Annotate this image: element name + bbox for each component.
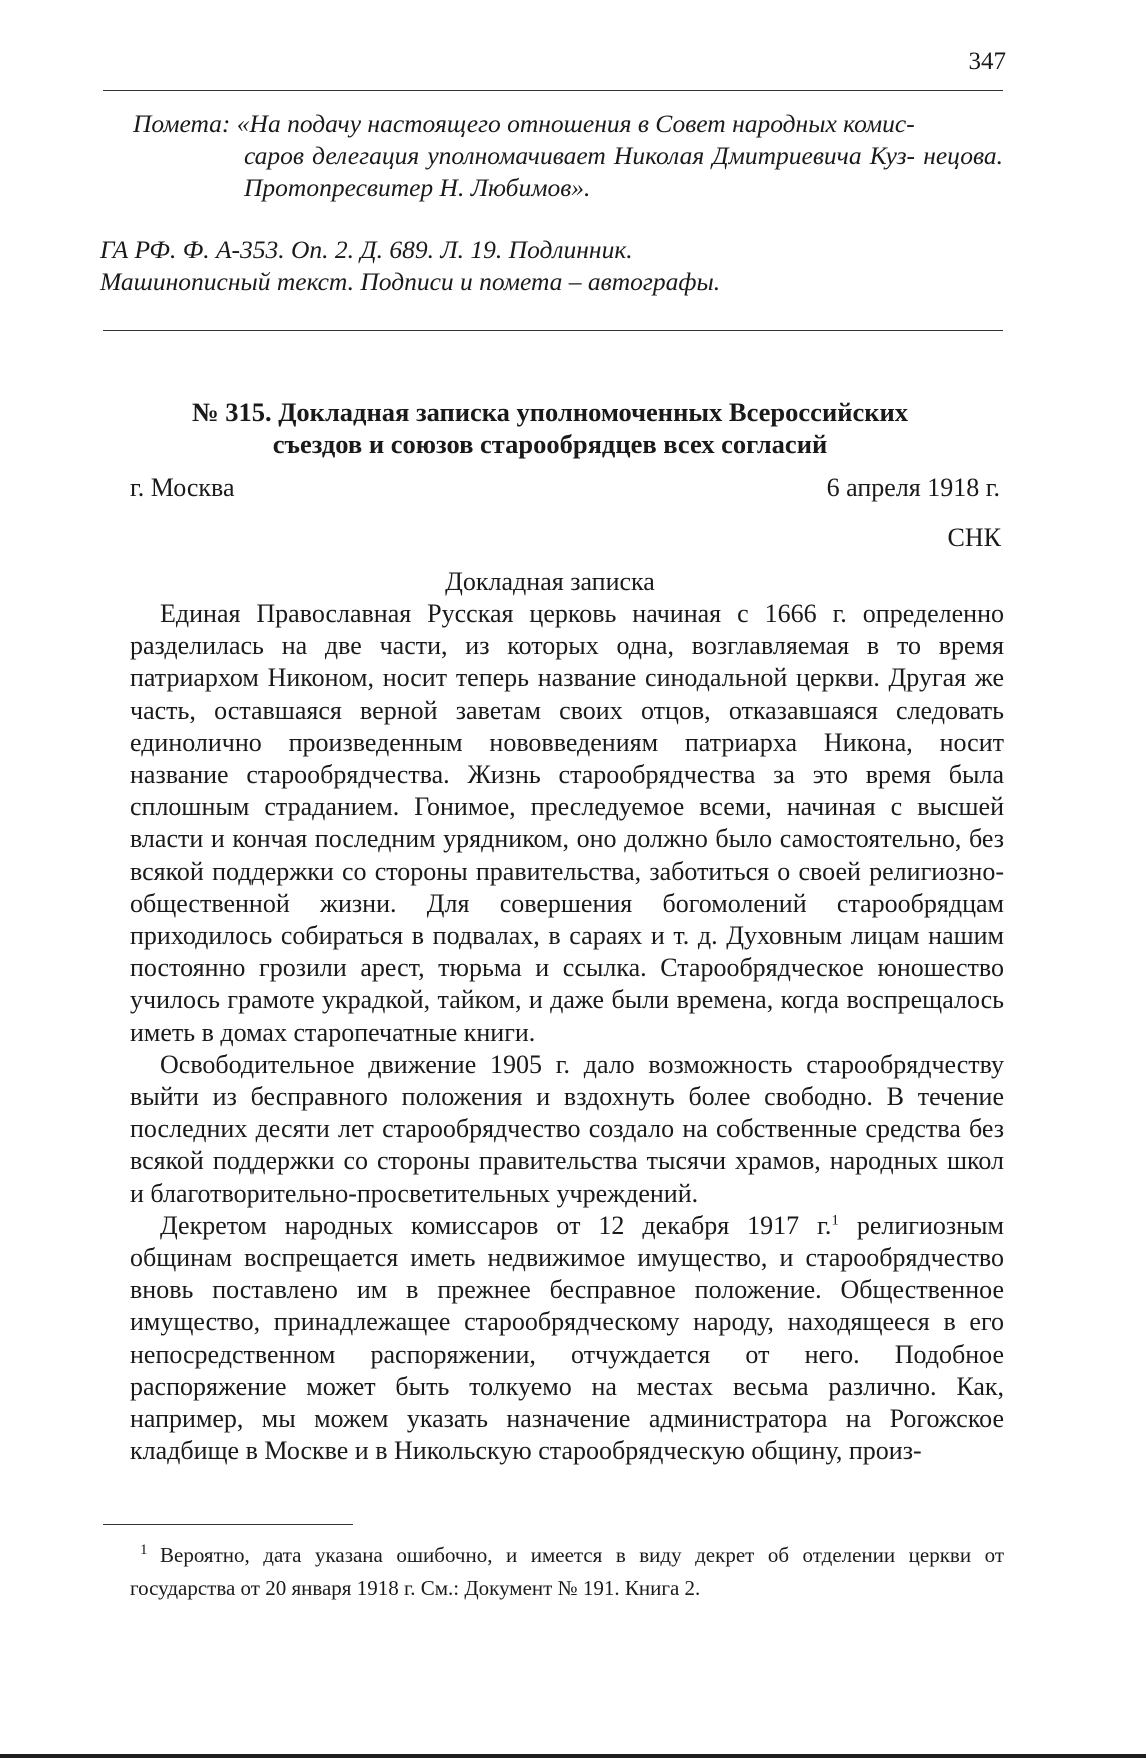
document-title (100, 396, 1000, 460)
footnote-mark: 1 (140, 1542, 148, 1558)
body-paragraph: Освободительное движение 1905 г. дало возможность старообрядчеству выйти из бесправного положения и вздохнуть более свободно. В течение последних десяти лет старообрядчество создало на собственные средства без всякой поддержки со стороны правительства тысячи храмов, народных школ и благотворительно-просветительных учреждений. (130, 1049, 1004, 1208)
document-title-line1: № 315. Докладная записка уполномоченных Всероссийских (191, 397, 909, 427)
header-rule (103, 90, 1003, 91)
footnote-text: Вероятно, дата указана ошибочно, и имеется в виду декрет об отделении церкви от государства от 20 января 1918 г. См.: Документ № 191. Книга 2. (130, 1543, 1004, 1600)
section-rule (103, 330, 1003, 331)
document-body (130, 598, 1004, 1467)
paragraph-text: религиозным общинам воспрещается иметь недвижимое имущество, и старообрядчество вновь поставлено им в прежнее бесправное положение. Общественное имущество, принадлежащее старообрядческому народу, находящееся в его непосредственном распоряжении, отчуждается от него. Подобное распоряжение может быть толкуемо на местах весьма различно. Как, например, мы можем указать назначение администратора на Рогожское кладбище в Москве и в Никольскую старообрядческую общину, произ- (130, 1210, 1004, 1466)
document-title-line2: съездов и союзов старообрядцев всех согласий (272, 429, 828, 459)
footnote-reference[interactable]: 1 (831, 1212, 839, 1229)
footnote (130, 1540, 1004, 1603)
page-number: 347 (968, 48, 1006, 75)
body-paragraph: Единая Православная Русская церковь начиная с 1666 г. определенно разделилась на две части, из которых одна, возглавляемая в то время патриархом Никоном, носит теперь название синодальной церкви. Другая же часть, оставшаяся верной заветам своих отцов, отказавшаяся следовать единолично произведенным нововведениям патриарха Никона, носит название старообрядчества. Жизнь старообрядчества за это время была сплошным страданием. Гонимое, преследуемое всеми, начиная с высшей власти и кончая последним урядником, оно должно было самостоятельно, без всякой поддержки со стороны правительства, заботиться о своей религиозно-общественной жизни. Для совершения богомолений старообрядцам приходилось собираться в подвалах, в сараях и т. д. Духовным лицам нашим постоянно грозили арест, тюрьма и ссылка. Старообрядческое юношество училось грамоте украдкой, тайком, и даже были времена, когда воспрещалось иметь в домах старопечатные книги. (130, 599, 1004, 1047)
body-paragraph (130, 1210, 1004, 1468)
archive-reference (100, 234, 1000, 298)
document-date: 6 апреля 1918 г. (826, 473, 1000, 502)
document-heading: Докладная записка (445, 567, 655, 596)
scan-edge-border (0, 1754, 1146, 1758)
annotation-note (133, 108, 1003, 204)
place-date-line (130, 472, 1000, 504)
document-place: г. Москва (130, 473, 235, 502)
archive-reference-line1: ГА РФ. Ф. А-353. Оп. 2. Д. 689. Л. 19. Подлинник. (100, 235, 633, 264)
annotation-continuation: саров делегация уполномачивает Николая Дмитриевича Куз- нецова. Протопресвитер Н. Любимов». (244, 141, 1003, 202)
paragraph-text: Декретом народных комиссаров от 12 декабря 1917 г. (160, 1210, 832, 1240)
footnote-rule (103, 1524, 353, 1525)
document-addressee: СНК (947, 523, 1001, 552)
annotation-first-line: Помета: «На подачу настоящего отношения в Совет народных комис- (133, 109, 915, 138)
archive-reference-line2: Машинописный текст. Подписи и помета – автографы. (100, 267, 721, 296)
